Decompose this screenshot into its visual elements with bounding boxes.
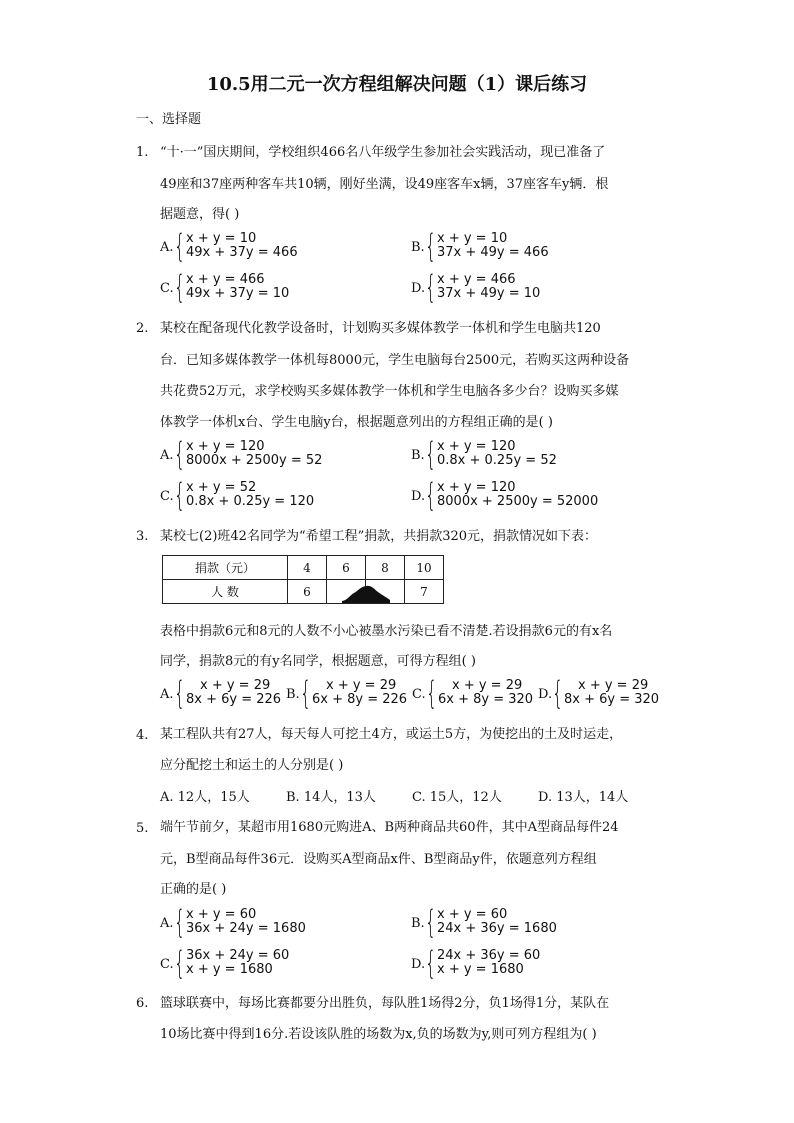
table-row — [163, 580, 444, 604]
option-label: C. — [160, 281, 174, 296]
option-a[interactable] — [160, 903, 380, 941]
table-cell: 捐款（元） — [163, 556, 288, 580]
question-text: 某校七(2)班42名同学为“希望工程”捐款，共捐款320元，捐款情况如下表： — [160, 529, 598, 544]
option-c[interactable] — [160, 268, 360, 306]
option-b[interactable] — [411, 227, 611, 265]
question-number: 6. — [136, 996, 149, 1011]
brace-icon: { — [425, 476, 437, 514]
table-cell: 7 — [405, 580, 444, 604]
equation: 36x + 24y = 60 — [186, 948, 290, 963]
brace-icon: { — [425, 435, 437, 473]
equation: x + y = 1680 — [437, 962, 524, 977]
table-cell: 人 数 — [163, 580, 288, 604]
question-number: 2. — [136, 321, 149, 336]
question-text: 表格中捐款6元和8元的人数不小心被墨水污染已看不清楚.若设捐款6元的有x名 — [160, 624, 613, 639]
table-cell: 4 — [288, 556, 327, 580]
brace-icon: { — [425, 944, 437, 982]
equation: 24x + 36y = 60 — [437, 948, 541, 963]
table-cell: 8 — [366, 556, 405, 580]
option-b[interactable] — [411, 903, 631, 941]
equation: 24x + 36y = 1680 — [437, 921, 557, 936]
equation: x + y = 60 — [437, 907, 508, 922]
question-text: 某校在配备现代化教学设备时，计划购买多媒体教学一体机和学生电脑共120 — [160, 321, 601, 336]
question-text: 共花费52万元，求学校购买多媒体教学一体机和学生电脑各多少台？设购买多媒 — [160, 384, 619, 399]
option-label: B. — [286, 687, 300, 702]
equation: x + y = 29 — [452, 678, 523, 693]
option-label: C. — [160, 489, 174, 504]
equation: x + y = 1680 — [186, 962, 273, 977]
brace-icon: { — [425, 268, 437, 306]
donation-table — [162, 555, 444, 604]
equation: x + y = 52 — [186, 480, 257, 495]
equation: 37x + 49y = 10 — [437, 286, 541, 301]
question-number: 4. — [136, 728, 149, 743]
question-text: 正确的是( ) — [160, 882, 227, 897]
question-text: 同学，捐款8元的有y名同学，根据题意，可得方程组( ) — [160, 654, 476, 669]
option-label: D. — [538, 687, 553, 702]
option-d[interactable] — [538, 674, 668, 712]
option-c[interactable] — [160, 476, 380, 514]
option-label: D. — [411, 957, 426, 972]
option-label: C. — [160, 957, 174, 972]
equation: 0.8x + 0.25y = 120 — [186, 494, 315, 509]
equation: x + y = 466 — [186, 272, 265, 287]
equation: x + y = 10 — [186, 231, 257, 246]
table-row — [163, 556, 444, 580]
equation: x + y = 29 — [578, 678, 649, 693]
option-c[interactable] — [160, 944, 380, 982]
equation: 6x + 8y = 320 — [438, 692, 534, 707]
brace-icon: { — [174, 227, 186, 265]
question-text: 元，B型商品每件36元．设购买A型商品x件、B型商品y件，依题意列方程组 — [160, 852, 597, 867]
equation: x + y = 10 — [437, 231, 508, 246]
question-number: 5. — [136, 821, 149, 836]
table-cell: 6 — [327, 556, 366, 580]
brace-icon: { — [300, 674, 312, 712]
brace-icon: { — [174, 903, 186, 941]
option-b[interactable] — [286, 674, 410, 712]
option-label: B. — [411, 448, 425, 463]
table-cell: 6 — [288, 580, 327, 604]
option-c[interactable]: C. 15人，12人 — [412, 790, 502, 805]
option-label: A. — [160, 448, 174, 463]
ink-blot-icon — [342, 583, 390, 603]
table-cell: 10 — [405, 556, 444, 580]
equation: x + y = 29 — [326, 678, 397, 693]
section-heading: 一、选择题 — [136, 112, 202, 127]
equation: x + y = 120 — [437, 480, 516, 495]
equation: x + y = 29 — [200, 678, 271, 693]
equation: x + y = 60 — [186, 907, 257, 922]
option-d[interactable] — [411, 944, 631, 982]
brace-icon: { — [174, 476, 186, 514]
equation: 8000x + 2500y = 52 — [186, 453, 323, 468]
question-text: 应分配挖土和运土的人分别是( ) — [160, 758, 344, 773]
option-c[interactable] — [412, 674, 536, 712]
equation: 49x + 37y = 10 — [186, 286, 290, 301]
brace-icon: { — [174, 944, 186, 982]
question-text: 篮球联赛中，每场比赛都要分出胜负，每队胜1场得2分，负1场得1分，某队在 — [160, 996, 610, 1011]
brace-icon: { — [552, 674, 564, 712]
question-text: “十·一”国庆期间，学校组织466名八年级学生参加社会实践活动，现已准备了 — [160, 145, 606, 160]
equation: x + y = 120 — [437, 439, 516, 454]
equation: 37x + 49y = 466 — [437, 245, 549, 260]
option-label: D. — [411, 281, 426, 296]
option-d[interactable]: D. 13人，14人 — [538, 790, 629, 805]
equation: 49x + 37y = 466 — [186, 245, 298, 260]
equation: x + y = 120 — [186, 439, 265, 454]
brace-icon: { — [174, 268, 186, 306]
question-text: 某工程队共有27人，每天每人可挖土4方，或运土5方，为使挖出的土及时运走， — [160, 727, 623, 742]
question-text: 据题意，得( ) — [160, 207, 240, 222]
brace-icon: { — [426, 674, 438, 712]
equation: 8x + 6y = 320 — [564, 692, 660, 707]
option-d[interactable] — [411, 268, 611, 306]
equation: 36x + 24y = 1680 — [186, 921, 306, 936]
option-label: A. — [160, 240, 174, 255]
option-a[interactable] — [160, 227, 360, 265]
brace-icon: { — [425, 903, 437, 941]
question-text: 49座和37座两种客车共10辆，刚好坐满，设49座客车x辆，37座客车y辆．根 — [160, 177, 609, 192]
equation: x + y = 466 — [437, 272, 516, 287]
equation: 8000x + 2500y = 52000 — [437, 494, 599, 509]
brace-icon: { — [174, 674, 186, 712]
brace-icon: { — [425, 227, 437, 265]
option-d[interactable] — [411, 476, 651, 514]
question-number: 1. — [136, 145, 149, 160]
option-label: B. — [411, 916, 425, 931]
option-a[interactable]: A. 12人，15人 — [160, 790, 250, 805]
option-label: B. — [411, 240, 425, 255]
option-label: D. — [411, 489, 426, 504]
option-b[interactable] — [411, 435, 631, 473]
question-number: 3. — [136, 529, 149, 544]
option-a[interactable] — [160, 674, 284, 712]
page-title: 10.5用二元一次方程组解决问题（1）课后练习 — [206, 74, 588, 95]
question-text: 台．已知多媒体教学一体机每8000元，学生电脑每台2500元，若购买这两种设备 — [160, 353, 630, 368]
option-a[interactable] — [160, 435, 380, 473]
equation: 0.8x + 0.25y = 52 — [437, 453, 557, 468]
option-label: C. — [412, 687, 426, 702]
equation: 8x + 6y = 226 — [186, 692, 282, 707]
brace-icon: { — [174, 435, 186, 473]
question-text: 端午节前夕，某超市用1680元购进A、B两种商品共60件，其中A型商品每件24 — [160, 820, 619, 835]
option-label: A. — [160, 916, 174, 931]
equation: 6x + 8y = 226 — [312, 692, 408, 707]
question-text: 体教学一体机x台、学生电脑y台，根据题意列出的方程组正确的是( ) — [160, 415, 553, 430]
option-b[interactable]: B. 14人，13人 — [286, 790, 376, 805]
question-text: 10场比赛中得到16分.若设该队胜的场数为x,负的场数为y,则可列方程组为( ) — [160, 1027, 597, 1042]
option-label: A. — [160, 687, 174, 702]
